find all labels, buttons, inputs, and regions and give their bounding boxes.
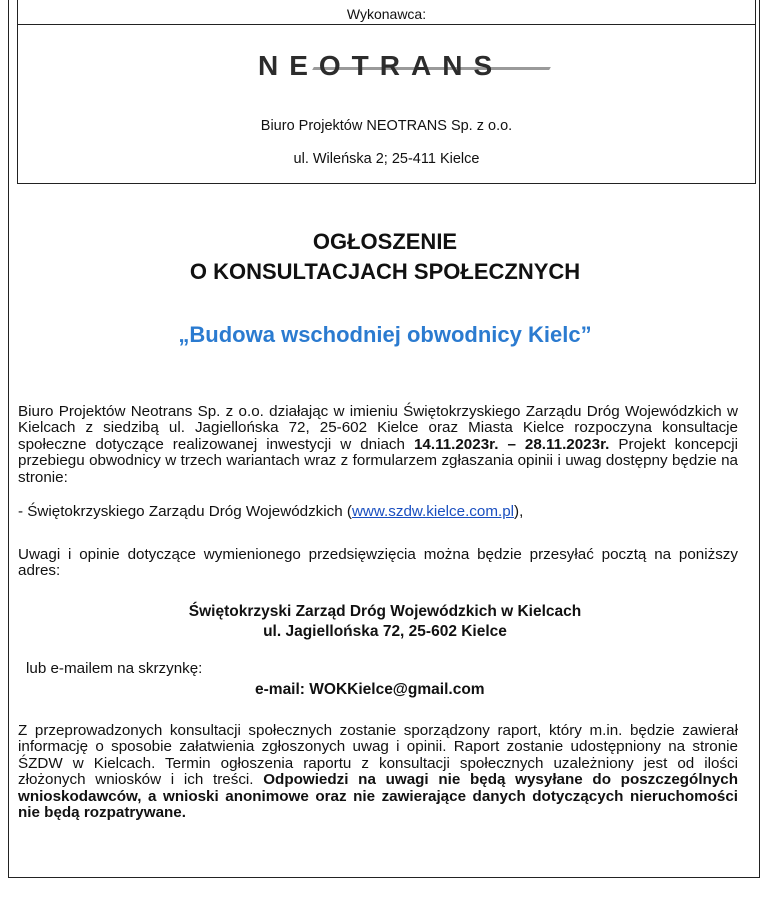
email-address[interactable]: e-mail: WOKKielce@gmail.com xyxy=(255,681,485,698)
contractor-label: Wykonawca: xyxy=(346,6,427,22)
logo-text: NEOTRANS xyxy=(258,50,504,81)
consultation-dates: 14.11.2023r. – 28.11.2023r. xyxy=(413,435,610,453)
bullet-text: - Świętokrzyskiego Zarządu Dróg Wojewódzkich ( xyxy=(18,503,352,520)
company-address: ul. Wileńska 2; 25-411 Kielce xyxy=(293,151,480,167)
contractor-header xyxy=(17,0,756,184)
report-text: Z przeprowadzonych konsultacji społecznych zostanie sporządzony raport, który m.in. będzie zawierał informację o sposobie załatwienia zgłoszonych uwag i opinii. Raport zostanie udostępniony na stronie ŚZDW w Kielcach. Termin ogłoszenia raportu z konsultacji społecznych uzależniony jest od ilości złożonych wniosków i ich treści. xyxy=(18,722,738,789)
email-intro: lub e-mailem na skrzynkę: xyxy=(26,660,203,677)
project-name: „Budowa wschodniej obwodnicy Kielc” xyxy=(178,322,592,347)
intro-text: Biuro Projektów Neotrans Sp. z o.o. działając w imieniu Świętokrzyskiego Zarządu Dróg Wojewódzkich w Kielcach z siedzibą ul. Jagiellońska 72, 25-602 Kielce oraz Miasta Kielce rozpoczyna konsultacje społeczne dotyczące realizowanej inwestycji w dniach xyxy=(18,403,738,453)
divider xyxy=(18,24,755,25)
company-name: Biuro Projektów NEOTRANS Sp. z o.o. xyxy=(260,118,513,134)
website-bullet xyxy=(18,503,523,520)
announcement-title-line2: O KONSULTACJACH SPOŁECZNYCH xyxy=(189,259,581,284)
postal-address: ul. Jagiellońska 72, 25-602 Kielce xyxy=(263,623,507,640)
postal-recipient: Świętokrzyski Zarząd Dróg Wojewódzkich w Kielcach xyxy=(188,603,582,620)
neotrans-logo xyxy=(258,46,558,86)
bullet-suffix: ), xyxy=(514,503,524,520)
report-notice: Odpowiedzi na uwagi nie będą wysyłane do poszczególnych wnioskodawców, a wnioski anonimowe oraz nie zawierające danych dotyczących nieruchomości nie będą rozpatrywane. xyxy=(18,771,738,822)
report-paragraph xyxy=(18,723,738,821)
intro-paragraph xyxy=(18,404,738,486)
announcement-title: OGŁOSZENIE xyxy=(312,229,458,254)
website-link[interactable]: www.szdw.kielce.com.pl xyxy=(351,503,515,520)
postal-paragraph: Uwagi i opinie dotyczące wymienionego przedsięwzięcia można będzie przesyłać pocztą na poniższy adres: xyxy=(18,546,738,580)
intro-text-cont: Projekt koncepcji przebiegu obwodnicy w trzech wariantach wraz z formularzem zgłaszania opinii i uwag dostępny będzie na stronie: xyxy=(18,435,738,486)
